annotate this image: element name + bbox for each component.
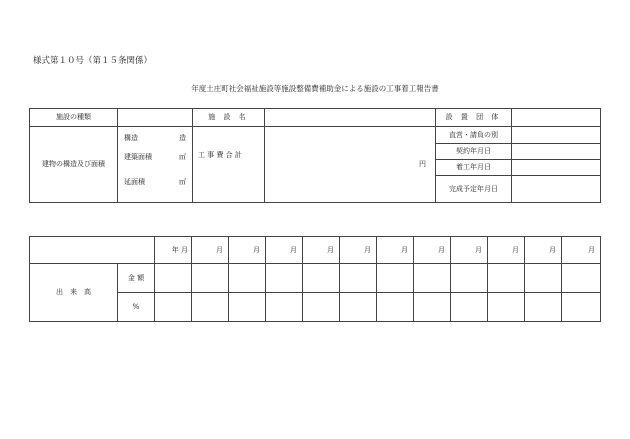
month-header: 月 bbox=[451, 237, 488, 264]
percent-cell[interactable] bbox=[488, 293, 525, 322]
month-header: 月 bbox=[340, 237, 377, 264]
percent-cell[interactable] bbox=[525, 293, 562, 322]
structure-area-cell[interactable] bbox=[118, 127, 193, 203]
facility-type-label: 施設の種類 bbox=[30, 109, 118, 127]
organization-label: 設 置 団 体 bbox=[436, 109, 512, 127]
building-area-unit: ㎡ bbox=[179, 153, 186, 161]
amount-cell[interactable] bbox=[525, 264, 562, 293]
percent-cell[interactable] bbox=[340, 293, 377, 322]
facility-name-value[interactable] bbox=[265, 109, 436, 127]
month-header: 月 bbox=[488, 237, 525, 264]
amount-cell[interactable] bbox=[266, 264, 303, 293]
percent-cell[interactable] bbox=[192, 293, 229, 322]
percent-cell[interactable] bbox=[562, 293, 601, 322]
start-date-value[interactable] bbox=[512, 160, 601, 176]
amount-cell[interactable] bbox=[340, 264, 377, 293]
percent-cell[interactable] bbox=[451, 293, 488, 322]
contract-date-value[interactable] bbox=[512, 144, 601, 160]
month-header: 月 bbox=[229, 237, 266, 264]
facility-type-value[interactable] bbox=[118, 109, 193, 127]
amount-cell[interactable] bbox=[229, 264, 266, 293]
month-header: 月 bbox=[562, 237, 601, 264]
structure-unit: 造 bbox=[179, 134, 186, 142]
month-header: 月 bbox=[377, 237, 414, 264]
month-header: 年 月 bbox=[155, 237, 192, 264]
total-cost-value[interactable] bbox=[265, 127, 436, 203]
month-header: 月 bbox=[414, 237, 451, 264]
total-cost-label: 工 事 費 合 計 bbox=[198, 151, 242, 159]
contract-date-label: 契約年月日 bbox=[436, 144, 512, 160]
amount-cell[interactable] bbox=[414, 264, 451, 293]
percent-label: % bbox=[118, 293, 155, 322]
total-cost-label-cell bbox=[193, 127, 265, 203]
month-header: 月 bbox=[266, 237, 303, 264]
amount-cell[interactable] bbox=[155, 264, 192, 293]
progress-row-label: 出 来 高 bbox=[30, 264, 118, 322]
floor-area-label: 延面積 bbox=[124, 178, 145, 186]
progress-header-blank bbox=[30, 237, 155, 264]
amount-cell[interactable] bbox=[192, 264, 229, 293]
percent-cell[interactable] bbox=[414, 293, 451, 322]
percent-cell[interactable] bbox=[266, 293, 303, 322]
contract-type-value[interactable] bbox=[512, 127, 601, 144]
amount-cell[interactable] bbox=[377, 264, 414, 293]
structure-area-label: 建物の構造及び面積 bbox=[30, 127, 118, 203]
amount-cell[interactable] bbox=[451, 264, 488, 293]
facility-name-label: 施 設 名 bbox=[193, 109, 265, 127]
month-header: 月 bbox=[192, 237, 229, 264]
month-header: 月 bbox=[303, 237, 340, 264]
contract-type-label: 直営・請負の別 bbox=[436, 127, 512, 144]
form-number: 様式第１０号（第１５条関係） bbox=[33, 56, 153, 66]
yen-unit: 円 bbox=[419, 160, 426, 168]
building-area-label: 建築面積 bbox=[124, 153, 152, 161]
progress-table bbox=[29, 236, 601, 322]
organization-value[interactable] bbox=[512, 109, 601, 127]
floor-area-unit: ㎡ bbox=[179, 178, 186, 186]
start-date-label: 着工年月日 bbox=[436, 160, 512, 176]
percent-cell[interactable] bbox=[377, 293, 414, 322]
completion-date-label: 完成予定年月日 bbox=[436, 176, 512, 203]
percent-cell[interactable] bbox=[229, 293, 266, 322]
structure-label: 構造 bbox=[124, 134, 138, 142]
percent-cell[interactable] bbox=[303, 293, 340, 322]
amount-cell[interactable] bbox=[562, 264, 601, 293]
facility-info-table bbox=[29, 108, 601, 203]
percent-cell[interactable] bbox=[155, 293, 192, 322]
amount-cell[interactable] bbox=[488, 264, 525, 293]
document-title: 年度土庄町社会福祉施設等施設整備費補助金による施設の工事着工報告書 bbox=[191, 84, 439, 93]
completion-date-value[interactable] bbox=[512, 176, 601, 203]
amount-label: 金 額 bbox=[118, 264, 155, 293]
month-header: 月 bbox=[525, 237, 562, 264]
amount-cell[interactable] bbox=[303, 264, 340, 293]
